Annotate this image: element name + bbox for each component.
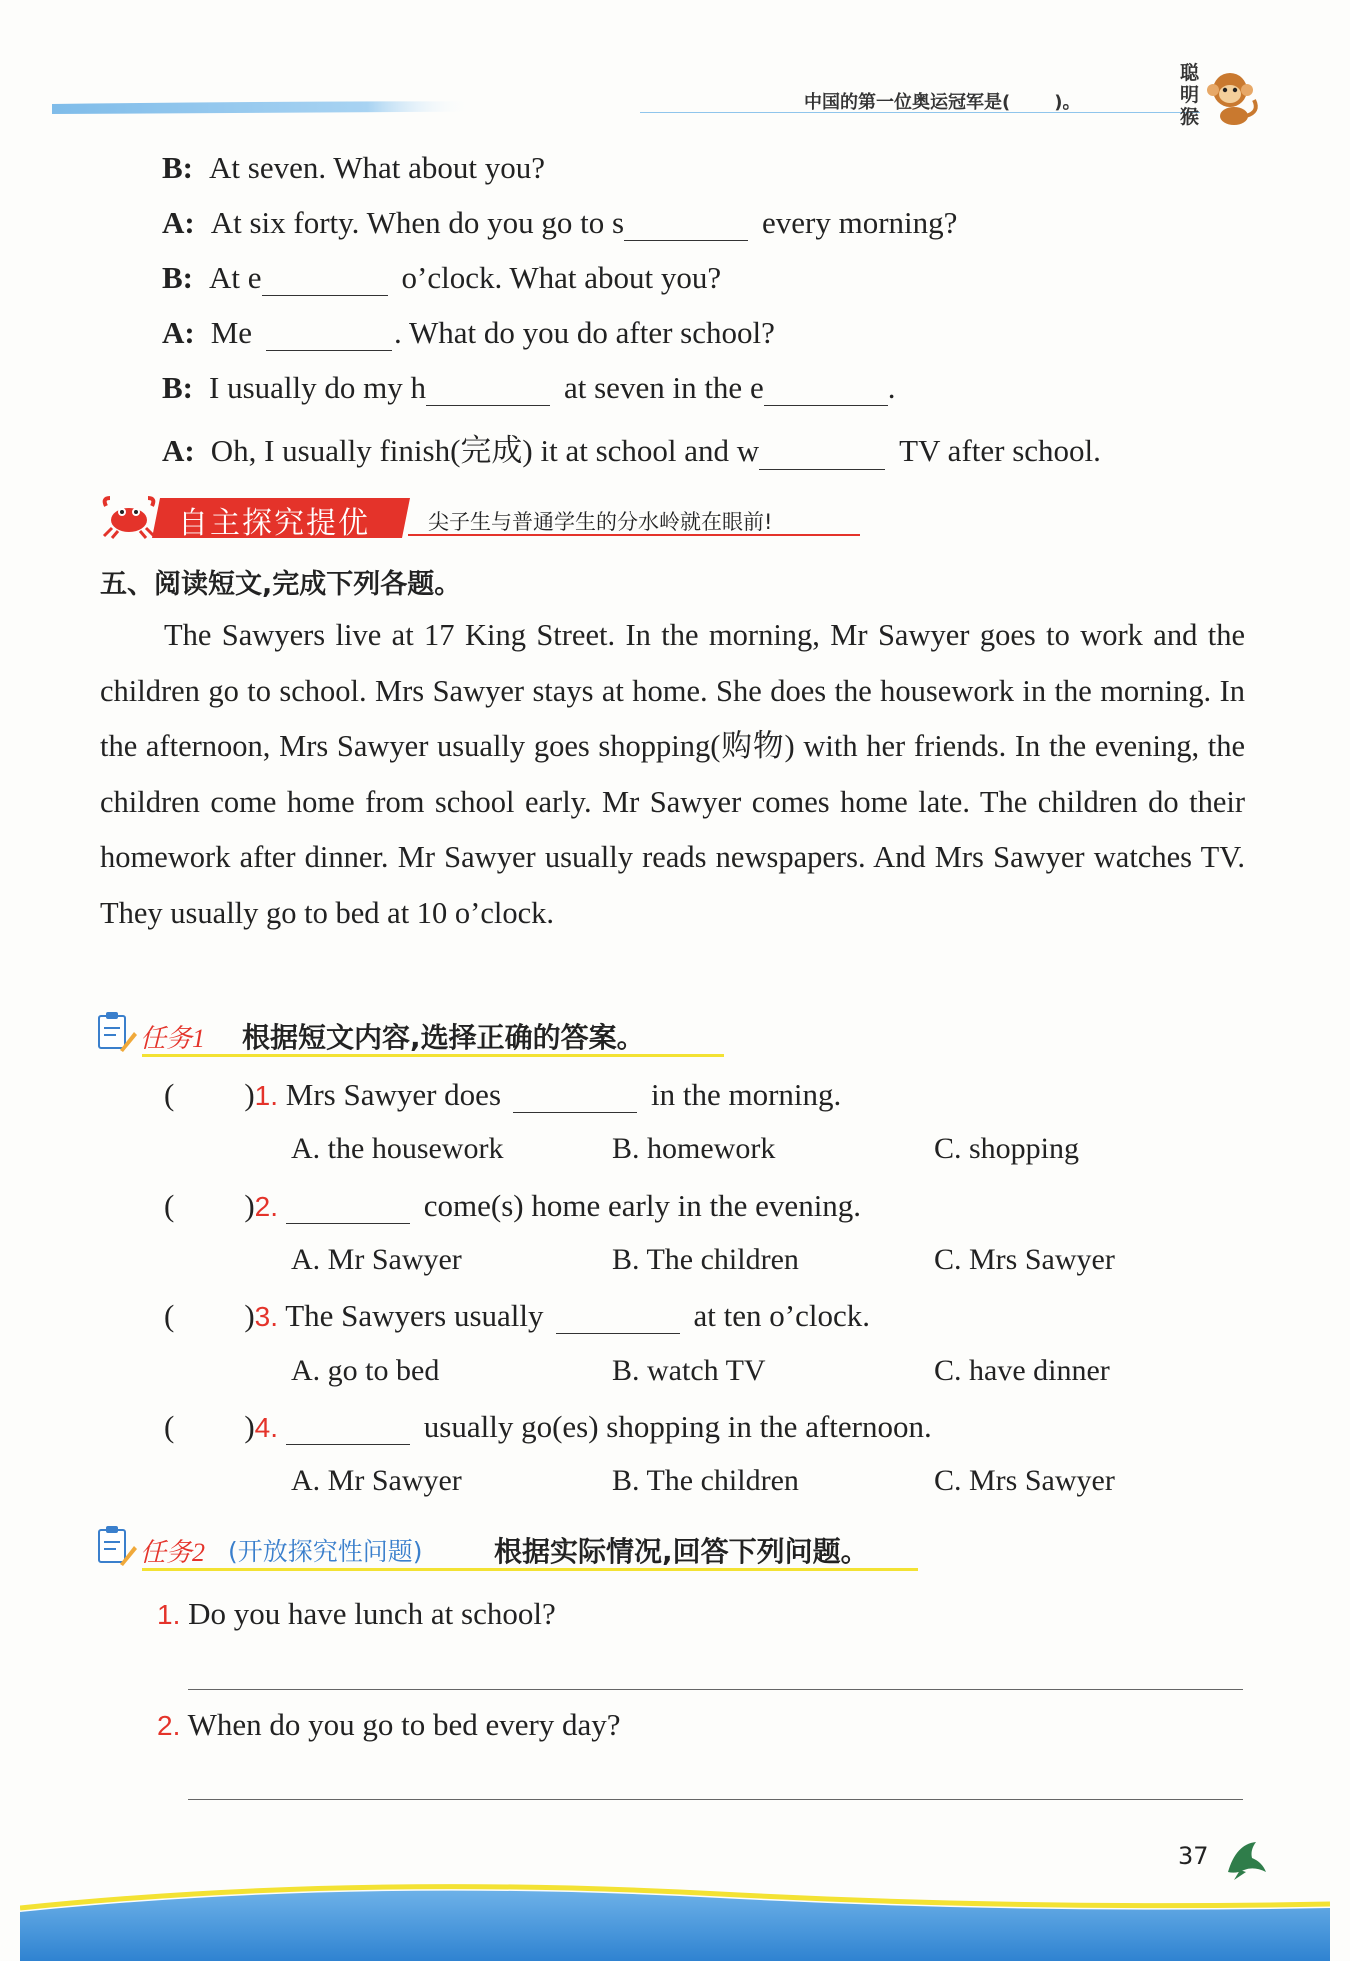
answer-paren-close: ) bbox=[244, 1409, 255, 1444]
dialogue-text: . bbox=[887, 370, 896, 405]
dialogue-line-2 bbox=[162, 205, 957, 241]
clipboard-pencil-icon bbox=[96, 1010, 138, 1054]
task2-label: 任务2 bbox=[140, 1538, 206, 1567]
open-question-2 bbox=[157, 1707, 621, 1743]
question-number: 1. bbox=[254, 1080, 279, 1111]
monkey-mascot-icon bbox=[1204, 66, 1262, 128]
banner-slogan: 尖子生与普通学生的分水岭就在眼前! bbox=[428, 510, 773, 534]
question-text: in the morning. bbox=[651, 1077, 842, 1112]
speaker-label: A: bbox=[162, 433, 195, 468]
task1-label: 任务1 bbox=[140, 1024, 206, 1053]
option-c[interactable]: C. have dinner bbox=[934, 1354, 1110, 1387]
fill-blank[interactable] bbox=[286, 1414, 410, 1445]
answer-paren-open[interactable]: ( bbox=[164, 1077, 175, 1112]
dialogue-text: . What do you do after school? bbox=[394, 315, 775, 350]
question-4 bbox=[164, 1409, 932, 1445]
question-text: Mrs Sawyer does bbox=[285, 1077, 502, 1112]
header-quiz-text: 中国的第一位奥运冠军是( bbox=[804, 92, 1011, 113]
mascot-label: 聪明猴 bbox=[1180, 62, 1200, 128]
page-number: 37 bbox=[1178, 1842, 1209, 1870]
option-c[interactable]: C. Mrs Sawyer bbox=[934, 1464, 1115, 1497]
speaker-label: A: bbox=[162, 205, 195, 240]
dialogue-text: o’clock. What about you? bbox=[401, 260, 722, 295]
dialogue-line-3 bbox=[162, 260, 721, 296]
passage-text: The Sawyers live at 17 King Street. In the morning, Mr Sawyer goes to work and the children go to school. Mrs Sawyer stays at home. She does the housework in the morning. In the afternoon, Mrs Sawyer usually goes shopping(购物) with her friends. In the evening, the children come home from school early. Mr Sawyer comes home late. The children do their homework after dinner. Mr Sawyer usually reads newspapers. And Mrs Sawyer watches TV. They usually go to bed at 10 o’clock. bbox=[100, 618, 1245, 930]
dialogue-line-4 bbox=[162, 315, 775, 351]
fill-blank[interactable] bbox=[556, 1303, 680, 1334]
question-text: usually go(es) shopping in the afternoon. bbox=[423, 1409, 932, 1444]
question-number: 3. bbox=[254, 1301, 279, 1332]
dialogue-text: At six forty. When do you go to s bbox=[210, 205, 625, 240]
question-1 bbox=[164, 1077, 841, 1113]
dialogue-text: Me bbox=[210, 315, 253, 350]
option-c[interactable]: C. shopping bbox=[934, 1132, 1080, 1165]
dialogue-line-5 bbox=[162, 370, 895, 406]
question-text: at ten o’clock. bbox=[693, 1298, 870, 1333]
question-text: When do you go to bed every day? bbox=[187, 1707, 621, 1742]
header-quiz-close: )。 bbox=[1054, 92, 1081, 113]
option-a[interactable]: A. the housework bbox=[291, 1132, 504, 1165]
fill-blank[interactable] bbox=[286, 1193, 410, 1224]
question-text: Do you have lunch at school? bbox=[188, 1596, 556, 1631]
footer-wave bbox=[20, 1868, 1330, 1961]
dialogue-text: At e bbox=[209, 260, 262, 295]
fill-blank[interactable] bbox=[266, 320, 392, 351]
question-number: 4. bbox=[254, 1412, 279, 1443]
answer-paren-open[interactable]: ( bbox=[164, 1188, 175, 1223]
option-a[interactable]: A. Mr Sawyer bbox=[291, 1464, 462, 1497]
open-question-1 bbox=[157, 1596, 556, 1632]
question-number: 2. bbox=[254, 1191, 279, 1222]
fill-blank[interactable] bbox=[426, 375, 550, 406]
speaker-label: B: bbox=[162, 150, 193, 185]
answer-paren-open[interactable]: ( bbox=[164, 1298, 175, 1333]
answer-paren-close: ) bbox=[244, 1077, 255, 1112]
question-number: 2. bbox=[157, 1710, 181, 1741]
section-heading: 五、阅读短文,完成下列各题。 bbox=[100, 569, 462, 600]
option-b[interactable]: B. watch TV bbox=[612, 1354, 766, 1387]
task2-instruction: 根据实际情况,回答下列问题。 bbox=[494, 1535, 869, 1568]
speaker-label: B: bbox=[162, 370, 193, 405]
fill-blank[interactable] bbox=[262, 265, 388, 296]
dialogue-line-1 bbox=[162, 150, 545, 186]
option-b[interactable]: B. The children bbox=[612, 1464, 799, 1497]
dialogue-text: at seven in the e bbox=[564, 370, 764, 405]
answer-line-1[interactable] bbox=[188, 1689, 1243, 1690]
option-a[interactable]: A. go to bed bbox=[291, 1354, 440, 1387]
task2-tag: (开放探究性问题) bbox=[228, 1537, 423, 1566]
speaker-label: B: bbox=[162, 260, 193, 295]
option-b[interactable]: B. The children bbox=[612, 1243, 799, 1276]
question-2 bbox=[164, 1188, 861, 1224]
dialogue-text: At seven. What about you? bbox=[209, 150, 546, 185]
fill-blank[interactable] bbox=[764, 375, 888, 406]
fill-blank[interactable] bbox=[759, 439, 885, 470]
option-b[interactable]: B. homework bbox=[612, 1132, 776, 1165]
question-number: 1. bbox=[157, 1599, 181, 1630]
dialogue-text: TV after school. bbox=[899, 433, 1101, 468]
banner-title: 自主探究提优 bbox=[178, 506, 370, 541]
question-text: come(s) home early in the evening. bbox=[423, 1188, 862, 1223]
header-quiz bbox=[804, 88, 1080, 114]
crab-icon bbox=[100, 494, 158, 540]
option-c[interactable]: C. Mrs Sawyer bbox=[934, 1243, 1115, 1276]
fill-blank[interactable] bbox=[624, 210, 748, 241]
task1-instruction: 根据短文内容,选择正确的答案。 bbox=[242, 1021, 645, 1054]
speaker-label: A: bbox=[162, 315, 195, 350]
dialogue-text: every morning? bbox=[762, 205, 958, 240]
dialogue-line-6 bbox=[162, 425, 1101, 470]
option-a[interactable]: A. Mr Sawyer bbox=[291, 1243, 462, 1276]
question-text: The Sawyers usually bbox=[285, 1298, 544, 1333]
answer-paren-close: ) bbox=[244, 1298, 255, 1333]
answer-paren-open[interactable]: ( bbox=[164, 1409, 175, 1444]
answer-line-2[interactable] bbox=[188, 1799, 1243, 1800]
question-3 bbox=[164, 1298, 870, 1334]
clipboard-pencil-icon bbox=[96, 1524, 138, 1568]
dialogue-text: I usually do my h bbox=[209, 370, 426, 405]
answer-paren-close: ) bbox=[244, 1188, 255, 1223]
dialogue-text: Oh, I usually finish(完成) it at school and w bbox=[210, 433, 760, 468]
fill-blank[interactable] bbox=[513, 1082, 637, 1113]
reading-passage bbox=[100, 608, 1245, 941]
